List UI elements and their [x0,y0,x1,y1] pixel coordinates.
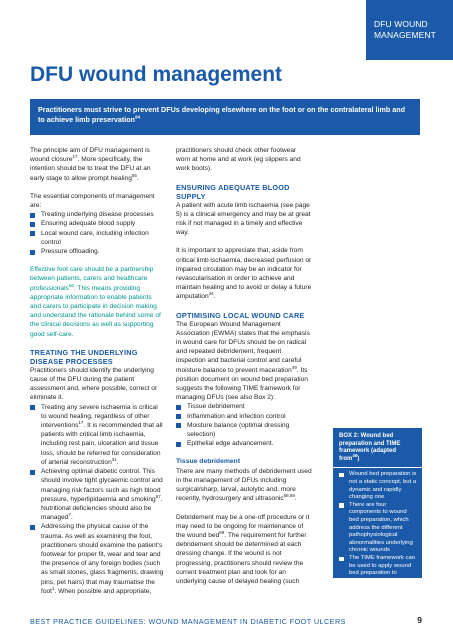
list-item: Moisture balance (optimal dressing selection) [176,421,312,439]
list-item: There are four components to wound bed preparation, which address the different pathophysiological abnormalities underlying chronic wounds [339,502,418,555]
blood-supply-paragraph: A patient with acute limb ischaemia (see page 5) is a clinical emergency and may be at great risk if not managed in a timely and effective way. [176,201,311,237]
list-item: Treating any severe ischaemia is critical to wound healing, regardless of other interventions$^{17}$. It is recommended that all patients with critical limb ischaemia, including rest pain, ulceration and tissue loss, should be referred for consideration of arterial reconstruction$^{31}$. [30,403,164,467]
list-item: Local wound care, including infection control [30,229,164,247]
list-item: Achieving optimal diabetic control. This should involve tight glycaemic control and managing risk factors such as high blood pressure, hyperlipidaemia and smoking$^{67}$. Nutritional deficiencies should also be managed$^7$. [30,467,164,522]
ongoing-debridement-paragraph: Debridement may be a one-off procedure or it may need to be ongoing for maintenance of the wound bed$^{69}$. The requirement for further debridement should be determined at each dressing change. If the wound is not progressing, practitioners should review the current treatment plan and look for an underlying cause of delayed healing (such [176,513,310,585]
box-2 [333,428,422,584]
list-item: Epithelial edge advancement. [176,439,312,448]
callout-text: Practitioners must strive to prevent DFUs developing elsewhere on the foot or on the contralateral limb and to achieve limb preservation [38,105,406,124]
box-2-title: BOX 2: Wound bed preparation and TIME framework (adapted from$^{49}$) [339,433,401,462]
list-item: Addressing the physical cause of the trauma. As well as examining the foot, practitioners should examine the patient's footwear for proper fit, wear and tear and the presence of any foreign bodies (such as small stones, glass fragments, drawing pins, pet hairs) that may traumatise the foot$^1$. When possible and appropriate, [30,522,164,596]
heading-underlying-disease: TREATING THE UNDERLYING DISEASE PROCESSES [30,347,138,366]
debridement-paragraph: There are many methods of debridement used in the management of DFUs including surgical/sharp, larval, autolytic and, more recently, hydrosurgery and ultrasonic$^{68,69}$. [176,467,312,503]
heading-local-wound-care: OPTIMISING LOCAL WOUND CARE [176,310,305,320]
callout-box [30,99,420,135]
footer-title: BEST PRACTICE GUIDELINES: WOUND MANAGEMENT IN DIABETIC FOOT ULCERS [30,617,346,626]
column-middle [176,146,312,595]
section-tag-line2: MANAGEMENT [374,30,436,40]
intro-paragraph: The principle aim of DFU management is wound closure$^{17}$. More specifically, the intention should be to treat the DFU at an early stage to allow prompt healing$^{65}$. [30,147,151,182]
column-left [30,146,164,605]
underlying-list [30,403,164,596]
list-item: The TIME framework can be used to apply wound bed preparation to practice [339,555,418,585]
footwear-continuation: practitioners should check other footwear worn at home and at work (eg slippers and work boots). [176,147,301,173]
underlying-paragraph: Practitioners should identify the underlying cause of the DFU during the patient assessment and, where possible, correct or eliminate it. [30,366,158,402]
page-title: DFU wound management [30,63,283,86]
list-item: Inflammation and infection control [176,412,312,421]
heading-blood-supply: ENSURING ADEQUATE BLOOD SUPPLY [176,182,290,201]
callout-ref: 64 [135,114,141,120]
partnership-highlight: Effective foot care should be a partnership between patients, carers and healthcare professionals$^{66}$. This means providing appropriate information to enable patients and carers to participate in decision making and understand the rationale behind some of the clinical decisions as well as supporting good self-care. [30,266,161,338]
heading-tissue-debridement: Tissue debridement [176,458,241,466]
section-tag [366,0,453,60]
list-item: Wound bed preparation is not a static concept, but a dynamic and rapidly changing one [339,471,418,501]
time-list [176,402,312,448]
box-2-list [333,471,422,585]
list-item: Treating underlying disease processes [30,210,164,219]
list-item: Ensuring adequate blood supply [30,219,164,228]
components-intro: The essential components of management are: [30,192,155,210]
section-tag-line1: DFU WOUND [374,19,428,29]
list-item: Pressure offloading. [30,247,164,256]
list-item: Tissue debridement [176,402,312,411]
revascularisation-paragraph: It is important to appreciate that, aside from critical limb ischaemia, decreased perfusion or impaired circulation may be an indicator for revascularisation in order to achieve and maintain healing and to avoid or delay a future amputation$^{34}$. [176,247,312,301]
box-divider [333,467,422,468]
page-number: 9 [417,615,422,625]
ewma-paragraph: The European Wound Management Association (EWMA) states that the emphasis in wound care for DFUs should be on radical and repeated debridement, frequent inspection and bacterial control and careful moisture balance to prevent maceration$^{49}$. Its position document on wound bed preparation suggests the following TIME framework for managing DFUs (see also Box 2): [176,320,310,402]
components-list [30,210,164,256]
